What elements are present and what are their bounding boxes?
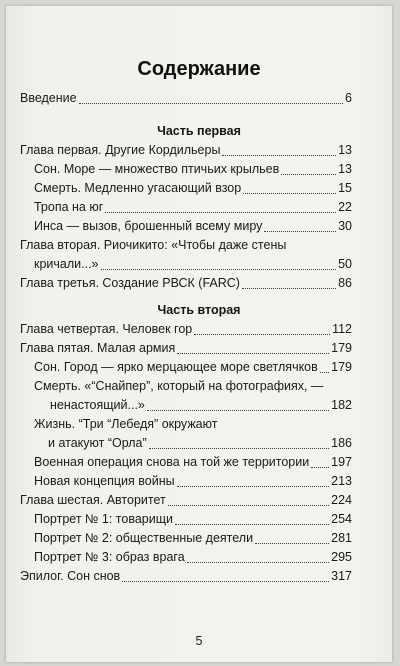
toc-entry-title: Глава шестая. Авторитет: [20, 493, 166, 507]
toc-entry-chapter: [20, 275, 352, 292]
toc-entry-title: Глава четвертая. Человек гор: [20, 322, 193, 336]
toc-entry-title: Инса — вызов, брошенный всему миру: [34, 219, 263, 233]
toc-entry-page: 15: [338, 181, 352, 195]
part-heading-1: Часть первая: [157, 124, 241, 138]
toc-entry-page: 13: [338, 162, 352, 176]
toc-entry-page: 182: [331, 398, 352, 412]
toc-entry-title: Смерть. «“Снайпер”, который на фотографиях, —: [34, 379, 324, 393]
toc-entry-section: [34, 199, 352, 216]
toc-entry-title-continued: ненастоящий...»: [50, 398, 145, 412]
toc-entry-title: Глава пятая. Малая армия: [20, 341, 176, 355]
page-title: Содержание: [137, 58, 261, 80]
toc-leader-dots: [243, 189, 336, 194]
toc-entry-page: 186: [331, 436, 352, 450]
toc-entry-section: [34, 359, 352, 376]
page-number: 5: [195, 634, 203, 648]
toc-leader-dots: [222, 151, 336, 156]
toc-leader-dots: [168, 501, 329, 506]
toc-entry-title: Тропа на юг: [34, 200, 104, 214]
toc-entry-page: 317: [331, 569, 352, 583]
toc-entry-title: Военная операция снова на той же территории: [34, 455, 310, 469]
toc-leader-dots: [187, 558, 329, 563]
toc-entry-title: Глава вторая. Риочикито: «Чтобы даже стены: [20, 238, 287, 252]
toc-entry-title: Портрет № 1: товарищи: [34, 512, 173, 526]
toc-entry-page: 13: [338, 143, 352, 157]
toc-leader-dots: [147, 406, 329, 411]
toc-leader-dots: [122, 577, 329, 582]
toc-entry-title: Сон. Город — ярко мерцающее море светлячков: [34, 360, 318, 374]
toc-leader-dots: [105, 208, 336, 213]
toc-entry-page: 197: [331, 455, 352, 469]
toc-entry-section: [34, 180, 352, 197]
toc-leader-dots: [281, 170, 336, 175]
toc-entry-title: Смерть. Медленно угасающий взор: [34, 181, 242, 195]
toc-entry-title: Глава третья. Создание РВСК (FARC): [20, 276, 240, 290]
toc-leader-dots: [177, 349, 329, 354]
toc-entry-chapter: [20, 142, 352, 159]
toc-entry-chapter: [20, 321, 352, 338]
toc-entry-title: Эпилог. Сон снов: [20, 569, 121, 583]
toc-entry-section: [34, 473, 352, 490]
toc-entry-page: 281: [331, 531, 352, 545]
toc-entry-page: 295: [331, 550, 352, 564]
toc-entry-chapter: [20, 237, 352, 273]
toc-entry-section: [34, 530, 352, 547]
toc-entry-title: Жизнь. “Три “Лебедя” окружают: [34, 417, 218, 431]
toc-entry-chapter: [20, 492, 352, 509]
toc-entry-page: 50: [338, 257, 352, 271]
toc-entry-page: 179: [331, 360, 352, 374]
toc-entry-page: 30: [338, 219, 352, 233]
toc-leader-dots: [194, 330, 330, 335]
toc-entry-page: 112: [332, 322, 352, 336]
toc-entry-title-continued: кричали...»: [34, 257, 99, 271]
toc-entry-section: [34, 549, 352, 566]
toc-leader-dots: [311, 463, 329, 468]
toc-entry-chapter: [20, 340, 352, 357]
toc-leader-dots: [255, 539, 329, 544]
toc-leader-dots: [79, 99, 343, 104]
toc-entry-page: 6: [345, 91, 352, 105]
toc-entry-epilogue: [20, 568, 352, 585]
toc-leader-dots: [101, 265, 337, 270]
toc-leader-dots: [149, 444, 329, 449]
toc-entry-title: Новая концепция войны: [34, 474, 175, 488]
toc-entry-page: 22: [338, 200, 352, 214]
toc-entry-section: [34, 378, 352, 414]
toc-leader-dots: [320, 368, 329, 373]
toc-entry-section: [34, 454, 352, 471]
toc-entry-title: Сон. Море — множество птичьих крыльев: [34, 162, 280, 176]
toc-entry-intro: [20, 90, 352, 107]
toc-entry-section: [34, 511, 352, 528]
toc-entry-section: [34, 218, 352, 235]
toc-entry-title-continued: и атакуют “Орла”: [48, 436, 147, 450]
toc-entry-page: 224: [331, 493, 352, 507]
part-heading-2: Часть вторая: [157, 303, 241, 317]
toc-entry-title: Портрет № 3: образ врага: [34, 550, 185, 564]
book-page: [6, 6, 392, 662]
toc-leader-dots: [177, 482, 330, 487]
toc-entry-page: 86: [338, 276, 352, 290]
toc-entry-page: 179: [331, 341, 352, 355]
toc-leader-dots: [242, 284, 336, 289]
toc-entry-page: 213: [331, 474, 352, 488]
toc-entry-section: [34, 161, 352, 178]
toc-entry-page: 254: [331, 512, 352, 526]
toc-entry-section: [34, 416, 352, 452]
toc-leader-dots: [264, 227, 336, 232]
toc-entry-title: Глава первая. Другие Кордильеры: [20, 143, 221, 157]
toc-entry-title: Портрет № 2: общественные деятели: [34, 531, 254, 545]
toc-leader-dots: [175, 520, 329, 525]
toc-entry-title: Введение: [20, 91, 77, 105]
